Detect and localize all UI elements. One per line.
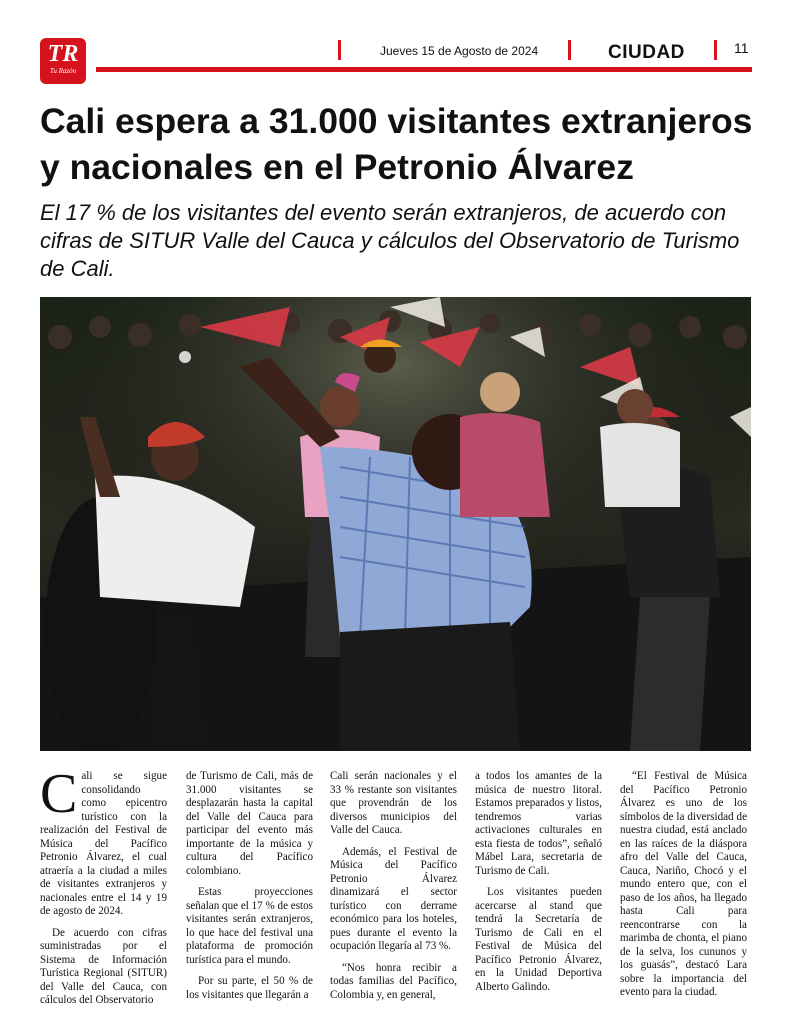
logo-text: TR [47, 41, 79, 67]
article-body [40, 763, 752, 1015]
logo-subtext: Tu Razón [49, 67, 77, 75]
body-column-2 [186, 770, 313, 1002]
body-paragraph: “El Festival de Música del Pacífico Petronio Álvarez es uno de los símbolos de la diversidad de nuestra ciudad, está anclado en las raíces de la diáspora afro del Valle del Cauca, Cauca, Nariño, Chocó y el mundo entero que, con el paso de los años, ha llegado hasta Cali para reencontrarse con la marimba de chonta, el piano de la selva, los cununos y los guasás”, destacó Lara sobre la importancia del evento para la ciudad. [620, 770, 747, 998]
header-divider [338, 40, 341, 60]
body-paragraph: Además, el Festival de Música del Pacífico Petronio Álvarez dinamizará el sector turístico con derrame económico para los hoteles, pues durante el evento la ocupación llegaría al 73 %. [330, 845, 457, 952]
body-column-4 [475, 770, 602, 994]
issue-date: Jueves 15 de Agosto de 2024 [380, 44, 539, 58]
body-column-1 [40, 763, 167, 1008]
header-divider [714, 40, 717, 60]
body-paragraph: de Turismo de Cali, más de 31.000 visitantes se desplazarán hasta la capital del Valle del Cauca para participar del evento más importante de la música y cultura del Pacífico colombiano. [186, 770, 313, 877]
header-divider [568, 40, 571, 60]
body-paragraph: Los visitantes pueden acercarse al stand que tendrá la Secretaría de Turismo de Cali en el Festival de Música del Pacífico Petronio Álvarez, en la Unidad Deportiva Alberto Galindo. [475, 886, 602, 993]
article-headline: Cali espera a 31.000 visitantes extranjeros y nacionales en el Petronio Álvarez [40, 101, 753, 187]
dropcap-letter: C [40, 763, 78, 825]
body-paragraph: “Nos honra recibir a todas familias del Pacífico, Colombia y, en general, [330, 961, 457, 1001]
festival-crowd-photo [40, 297, 751, 751]
body-paragraph: Estas proyecciones señalan que el 17 % de estos visitantes serán extranjeros, lo que hace del festival una plataforma de promoción turística para el mundo. [186, 886, 313, 966]
article-subheadline: El 17 % de los visitantes del evento serán extranjeros, de acuerdo con cifras de SITUR Valle del Cauca y cálculos del Observatorio de Turismo de Cali. [40, 200, 740, 281]
header-rule [96, 67, 752, 72]
page-number: 11 [734, 40, 749, 56]
body-paragraph: Cali serán nacionales y el 33 % restante son visitantes que provendrán de los diversos municipios del Valle del Cauca. [330, 770, 457, 836]
body-paragraph [40, 763, 167, 919]
body-column-3 [330, 770, 457, 1002]
body-paragraph: De acuerdo con cifras suministradas por el Sistema de Información Turística Regional (SITUR) del Valle del Cauca, con cálculos del Observatorio [40, 926, 167, 1006]
body-paragraph: Por su parte, el 50 % de los visitantes que llegarán a [186, 975, 313, 1001]
body-paragraph: a todos los amantes de la música de nuestro litoral. Estamos preparados y listos, tendremos varias activaciones culturales en esta fiesta de todos”, señaló Mábel Lara, secretaria de Turismo de Cali. [475, 770, 602, 877]
paragraph-text: ali se sigue consolidando como epicentro turístico con la realización del Festival de Música del Pacífico Petronio Álvarez, el cual atraería a la ciudad a miles de visitantes extranjeros y nacionales entre el 14 y 19 de agosto de 2024. [40, 770, 167, 917]
article-photo [40, 297, 751, 751]
publication-logo [40, 38, 86, 84]
body-column-5 [620, 770, 747, 1000]
section-label: CIUDAD [608, 42, 685, 63]
